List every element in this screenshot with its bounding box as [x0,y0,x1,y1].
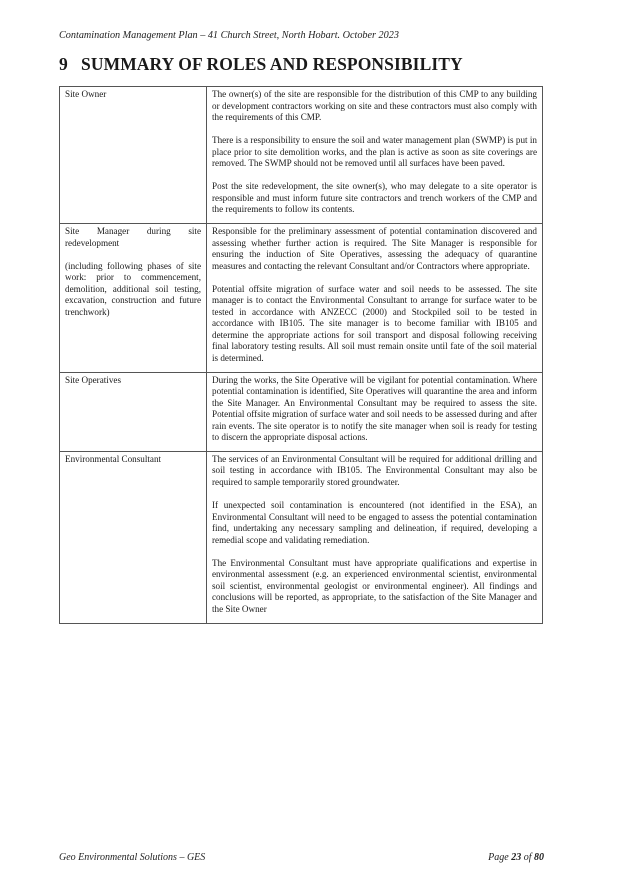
responsibility-paragraph: The services of an Environmental Consultant will be required for additional drilling and soil testing in accordance with IB105. The Environmental Consultant may also be required to sample temporarily stored groundwater. [212,453,537,487]
role-text: Site Owner [65,89,107,99]
responsibility-paragraph: Potential offsite migration of surface water and soil needs to be assessed. The site manager is to contact the Environmental Consultant to arrange for surface water to be tested in accordance with ANZECC (2000) and Stockpiled soil to be tested in accordance with IB105. The site manager is to become familiar with IB105 and determine the appropriate actions for soil transport and disposal following receiving final laboratory testing results. All soil must remain onsite until fate of the soil material is determined. [212,283,537,364]
responsibility-paragraph: If unexpected soil contamination is encountered (not identified in the ESA), an Environmental Consultant will need to be engaged to assess the potential contamination find, undertaking any necessary sampling and delineation, if required, developing a remedial scope and validating remediation. [212,500,537,545]
footer-company: Geo Environmental Solutions – GES [59,852,206,863]
table-row [60,224,543,373]
responsibility-paragraph: During the works, the Site Operative will be vigilant for potential contamination. Where potential contamination is identified, Site Operatives will quarantine the area and inform the Site Manager. An Environmental Consultant may be required to assess the site. Potential offsite migration of surface water and soil needs to be assessed during and after rain events. The site operator is to notify the site manager when soil is ready for testing to discern the appropriate disposal actions. [212,374,537,443]
page-current: 23 [511,852,522,863]
responsibility-paragraph: There is a responsibility to ensure the soil and water management plan (SWMP) is put in place prior to site demolition works, and the plan is active as soon as site coverings are removed. The SWMP should not be removed until all surfaces have been paved. [212,135,537,169]
section-number: 9 [59,54,68,74]
role-cell [60,451,207,623]
role-cell [60,87,207,224]
section-heading [59,54,463,75]
roles-table [59,86,543,624]
page-prefix: Page [488,852,512,863]
table-row [60,372,543,451]
role-cell [60,372,207,451]
role-text: Site Manager during site redevelopment [65,226,201,248]
role-text: Environmental Consultant [65,453,162,464]
section-title: SUMMARY OF ROLES AND RESPONSIBILITY [81,54,463,74]
role-cell [60,224,207,373]
responsibility-paragraph: The owner(s) of the site are responsible for the distribution of this CMP to any building or development contractors working on site and these contractors must also comply with the requirements of this CMP. [212,89,537,123]
responsibility-paragraph: The Environmental Consultant must have appropriate qualifications and expertise in environmental assessment (e.g. an experienced environmental scientist, environmental soil scientist, environmental geologist or environmental engineer). All findings and conclusions will be reported, as appropriate, to the satisfaction of the Site Manager and the Site Owner [212,557,537,614]
role-note: (including following phases of site work: prior to commencement, demolition, additional soil testing, excavation, construction and future trenchwork) [65,260,201,317]
running-header: Contamination Management Plan – 41 Church Street, North Hobart. October 2023 [59,30,399,41]
responsibility-paragraph: Responsible for the preliminary assessment of potential contamination discovered and assessing whether further action is required. The Site Manager is responsible for ensuring the induction of Site Operatives, assessing the adequacy of quarantine measures and contacting the relevant Consultant and/or Contractors where appropriate. [212,226,537,271]
responsibility-cell [207,87,543,224]
page-total: 80 [534,852,544,863]
responsibility-cell [207,372,543,451]
table-row [60,87,543,224]
page-number [488,852,544,863]
responsibility-cell [207,451,543,623]
page-of: of [521,852,534,863]
responsibility-cell [207,224,543,373]
responsibility-paragraph: Post the site redevelopment, the site owner(s), who may delegate to a site operator is responsible and must inform future site contractors and trench workers of the CMP and the requirements to follow its contents. [212,181,537,215]
role-text: Site Operatives [65,374,122,385]
table-row [60,451,543,623]
